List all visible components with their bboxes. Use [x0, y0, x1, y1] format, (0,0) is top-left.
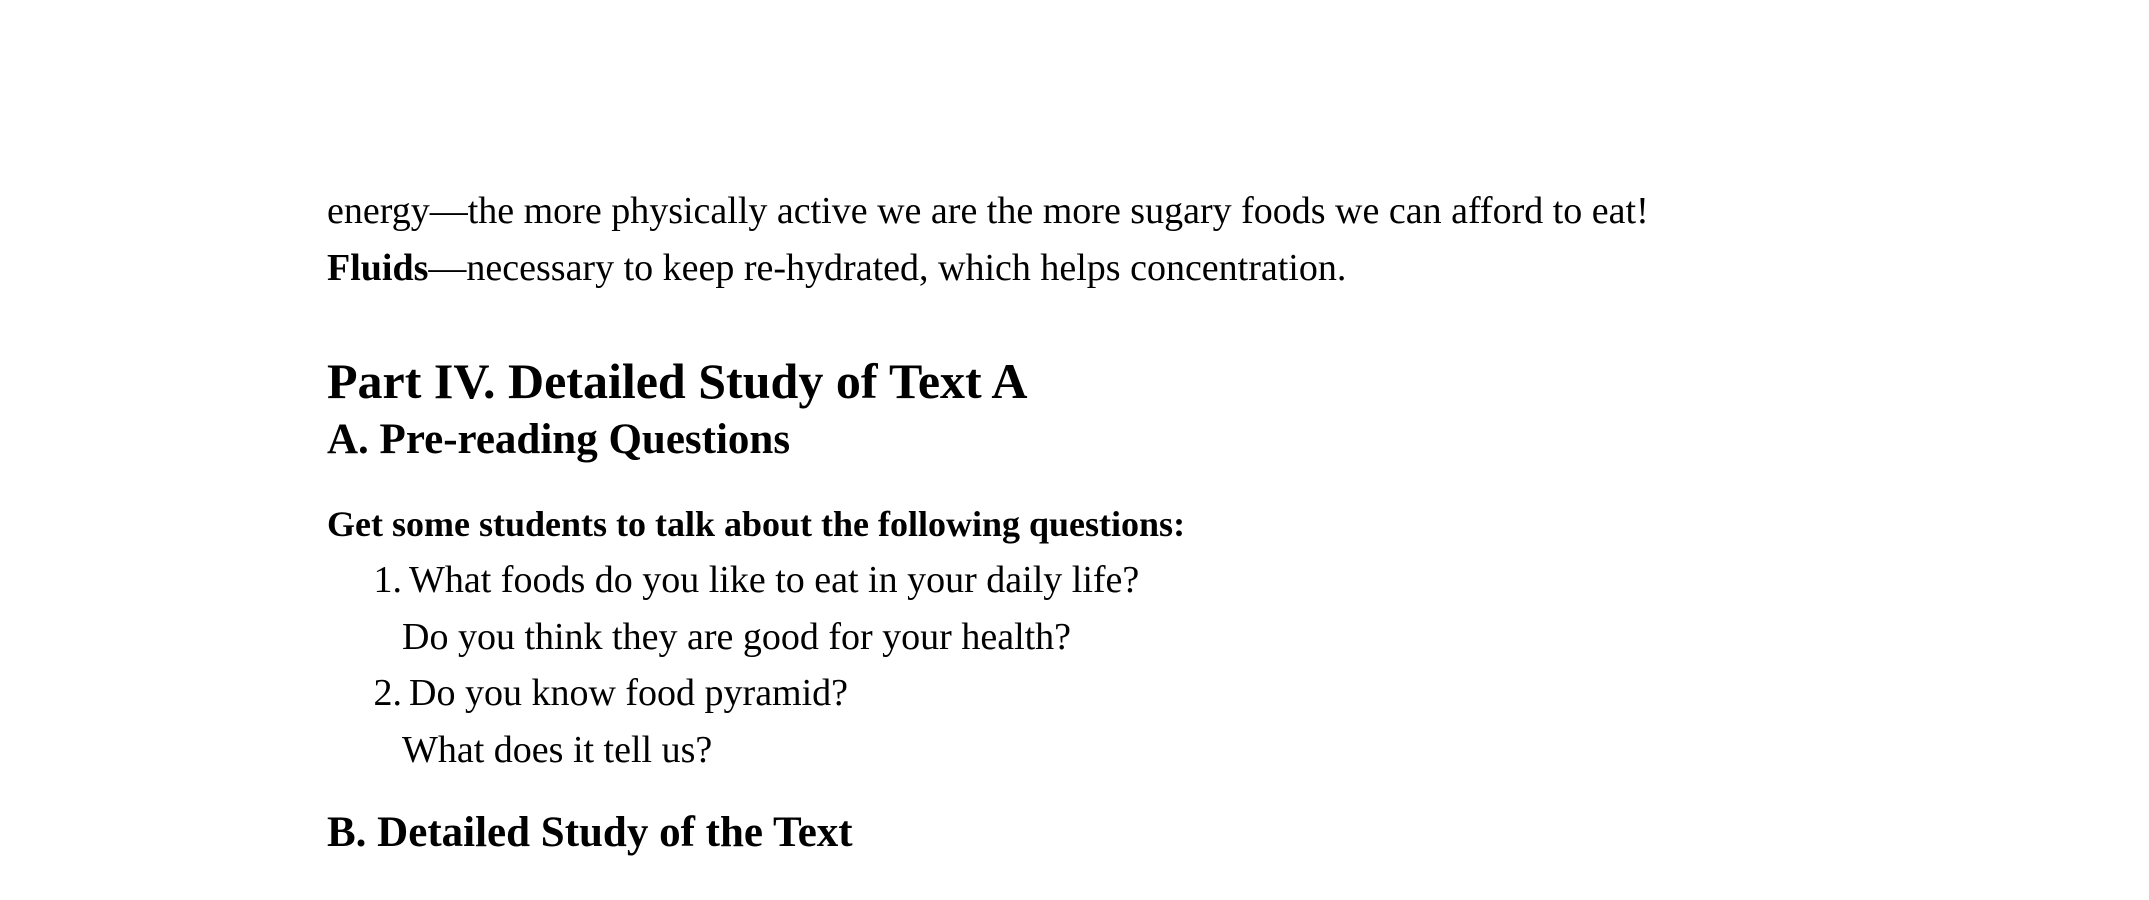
question-1-line-1: [364, 561, 1139, 599]
question-2-line-2: What does it tell us?: [402, 729, 713, 771]
question-1-number: 1.: [373, 559, 402, 601]
fluids-term: Fluids: [327, 247, 429, 289]
question-2-line-1: [364, 674, 848, 712]
question-1-line-2: Do you think they are good for your health?: [402, 616, 1072, 658]
section-a-heading: A. Pre-reading Questions: [327, 416, 791, 463]
fluids-description: —necessary to keep re-hydrated, which helps concentration.: [428, 247, 1347, 289]
energy-text: energy—the more physically active we are the more sugary foods we can afford to eat!: [327, 190, 1649, 232]
pre-reading-lead: Get some students to talk about the following questions:: [327, 504, 1186, 544]
question-2-text: Do you know food pyramid?: [409, 672, 849, 714]
energy-paragraph-line: [327, 192, 1649, 230]
question-1-text: What foods do you like to eat in your daily life?: [409, 559, 1140, 601]
section-b-heading: B. Detailed Study of the Text: [327, 809, 853, 856]
question-2-number: 2.: [373, 672, 402, 714]
part-iv-title: Part IV. Detailed Study of Text A: [327, 353, 1028, 409]
fluids-paragraph-line: [327, 249, 1346, 287]
